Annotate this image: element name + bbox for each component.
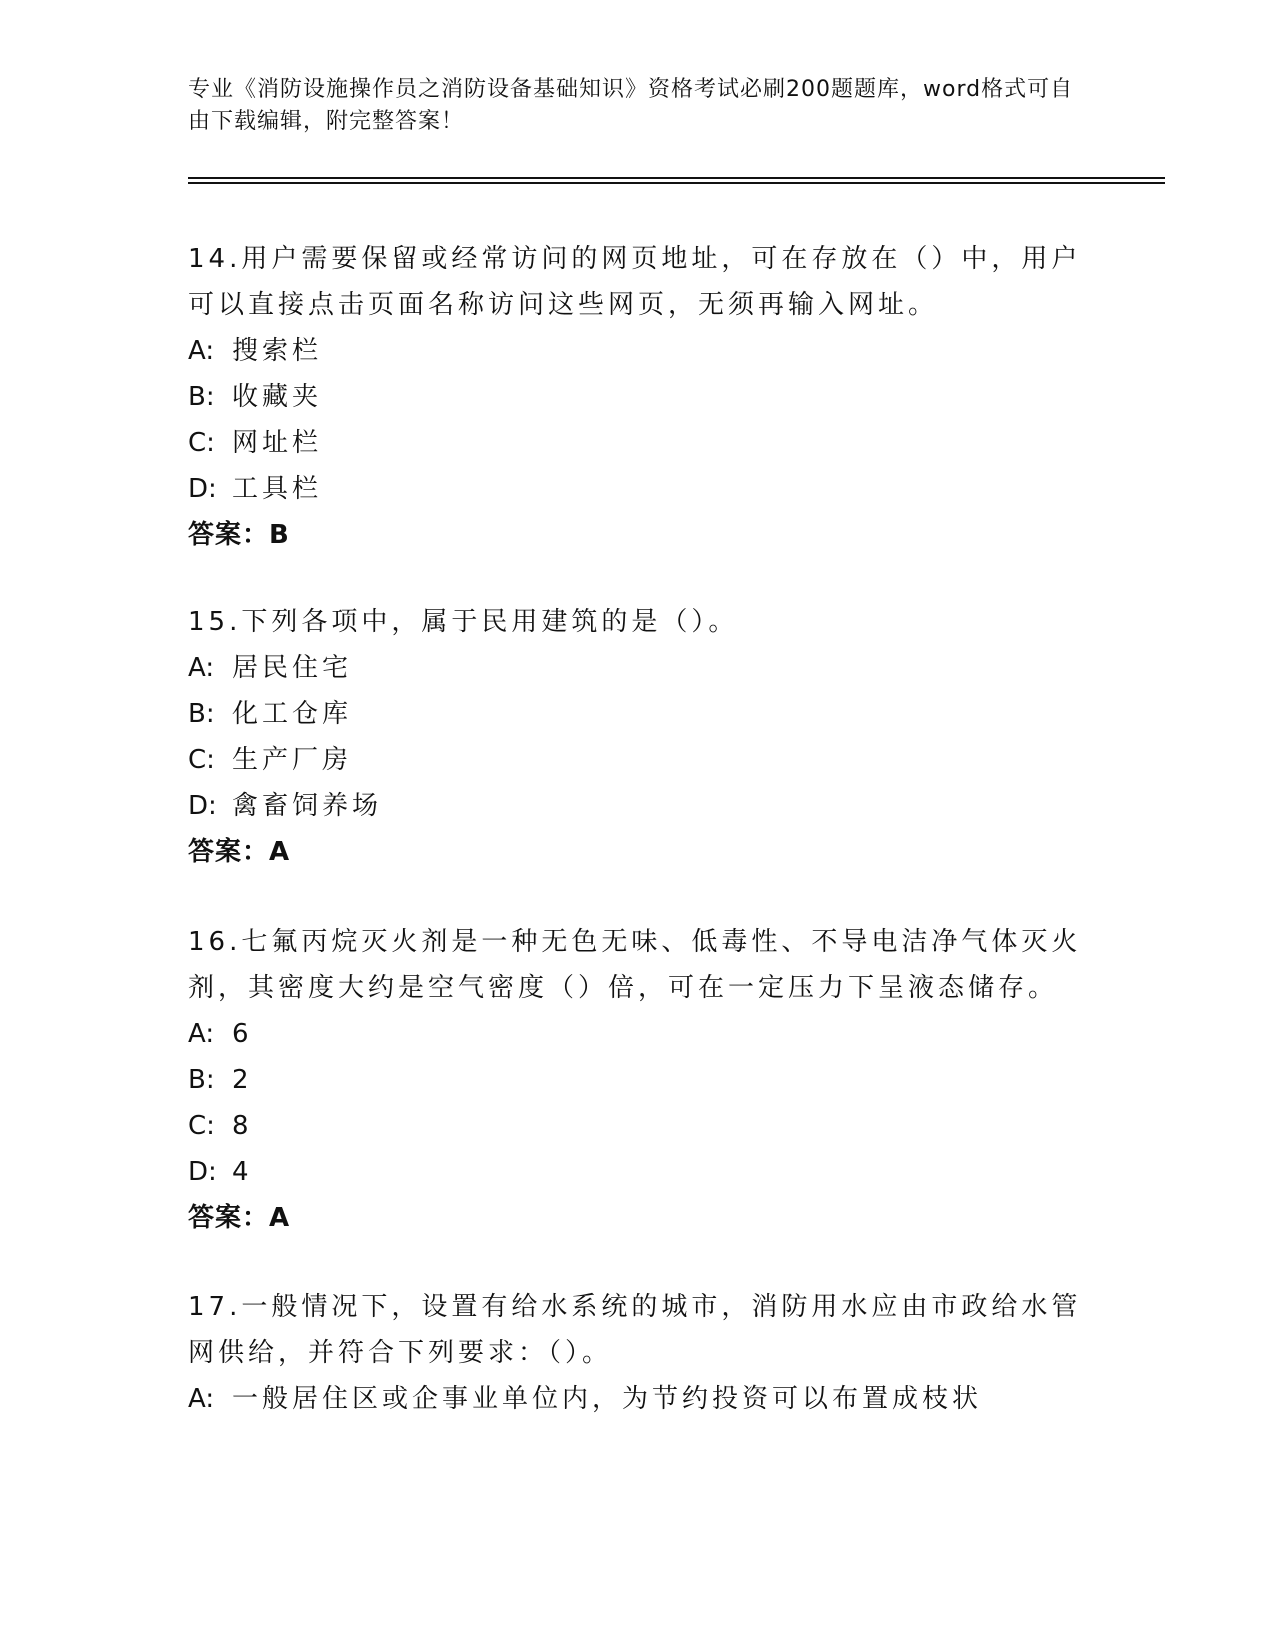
option-text: 2 bbox=[232, 1065, 253, 1095]
option-a bbox=[188, 1011, 1088, 1057]
option-d bbox=[188, 783, 1088, 829]
option-key: B: bbox=[188, 699, 215, 729]
question-stem: 16.七氟丙烷灭火剂是一种无色无味、低毒性、不导电洁净气体灭火剂，其密度大约是空气密度（）倍，可在一定压力下呈液态储存。 bbox=[188, 927, 1082, 1003]
option-a bbox=[188, 328, 1088, 374]
option-key: C: bbox=[188, 428, 215, 458]
option-key: A: bbox=[188, 336, 215, 366]
option-text: 搜索栏 bbox=[232, 336, 323, 366]
option-c bbox=[188, 1103, 1088, 1149]
option-d bbox=[188, 466, 1088, 512]
option-c bbox=[188, 420, 1088, 466]
answer: 答案：A bbox=[188, 837, 291, 867]
option-b bbox=[188, 374, 1088, 420]
question-stem: 17.一般情况下，设置有给水系统的城市，消防用水应由市政给水管网供给，并符合下列要求：（）。 bbox=[188, 1292, 1082, 1368]
header-divider bbox=[188, 177, 1165, 179]
option-text: 6 bbox=[232, 1019, 253, 1049]
option-text: 收藏夹 bbox=[232, 382, 323, 412]
option-a bbox=[188, 1376, 1088, 1422]
option-key: C: bbox=[188, 745, 215, 775]
option-key: A: bbox=[188, 1019, 215, 1049]
document-header: 专业《消防设施操作员之消防设备基础知识》资格考试必刷200题题库，word格式可自由下载编辑，附完整答案！ bbox=[188, 77, 1074, 134]
option-text: 一般居住区或企事业单位内，为节约投资可以布置成枝状 bbox=[232, 1384, 983, 1414]
header-divider bbox=[188, 182, 1165, 184]
option-key: C: bbox=[188, 1111, 215, 1141]
option-b bbox=[188, 1057, 1088, 1103]
question-15 bbox=[188, 599, 1088, 875]
question-stem: 15.下列各项中，属于民用建筑的是（）。 bbox=[188, 607, 739, 637]
option-b bbox=[188, 691, 1088, 737]
question-17 bbox=[188, 1284, 1088, 1422]
option-text: 网址栏 bbox=[232, 428, 323, 458]
option-a bbox=[188, 645, 1088, 691]
option-key: B: bbox=[188, 1065, 215, 1095]
question-16 bbox=[188, 919, 1088, 1241]
option-text: 8 bbox=[232, 1111, 253, 1141]
answer: 答案：B bbox=[188, 520, 290, 550]
question-14 bbox=[188, 236, 1088, 558]
option-text: 禽畜饲养场 bbox=[232, 791, 383, 821]
option-text: 生产厂房 bbox=[232, 745, 353, 775]
option-key: B: bbox=[188, 382, 215, 412]
question-stem: 14.用户需要保留或经常访问的网页地址，可在存放在（）中，用户可以直接点击页面名称访问这些网页，无须再输入网址。 bbox=[188, 244, 1082, 320]
option-text: 化工仓库 bbox=[232, 699, 353, 729]
option-key: A: bbox=[188, 653, 215, 683]
option-text: 4 bbox=[232, 1157, 253, 1187]
option-d bbox=[188, 1149, 1088, 1195]
option-key: D: bbox=[188, 1157, 217, 1187]
option-key: A: bbox=[188, 1384, 215, 1414]
option-key: D: bbox=[188, 791, 217, 821]
answer: 答案：A bbox=[188, 1203, 291, 1233]
option-key: D: bbox=[188, 474, 217, 504]
option-text: 居民住宅 bbox=[232, 653, 353, 683]
option-text: 工具栏 bbox=[232, 474, 323, 504]
option-c bbox=[188, 737, 1088, 783]
